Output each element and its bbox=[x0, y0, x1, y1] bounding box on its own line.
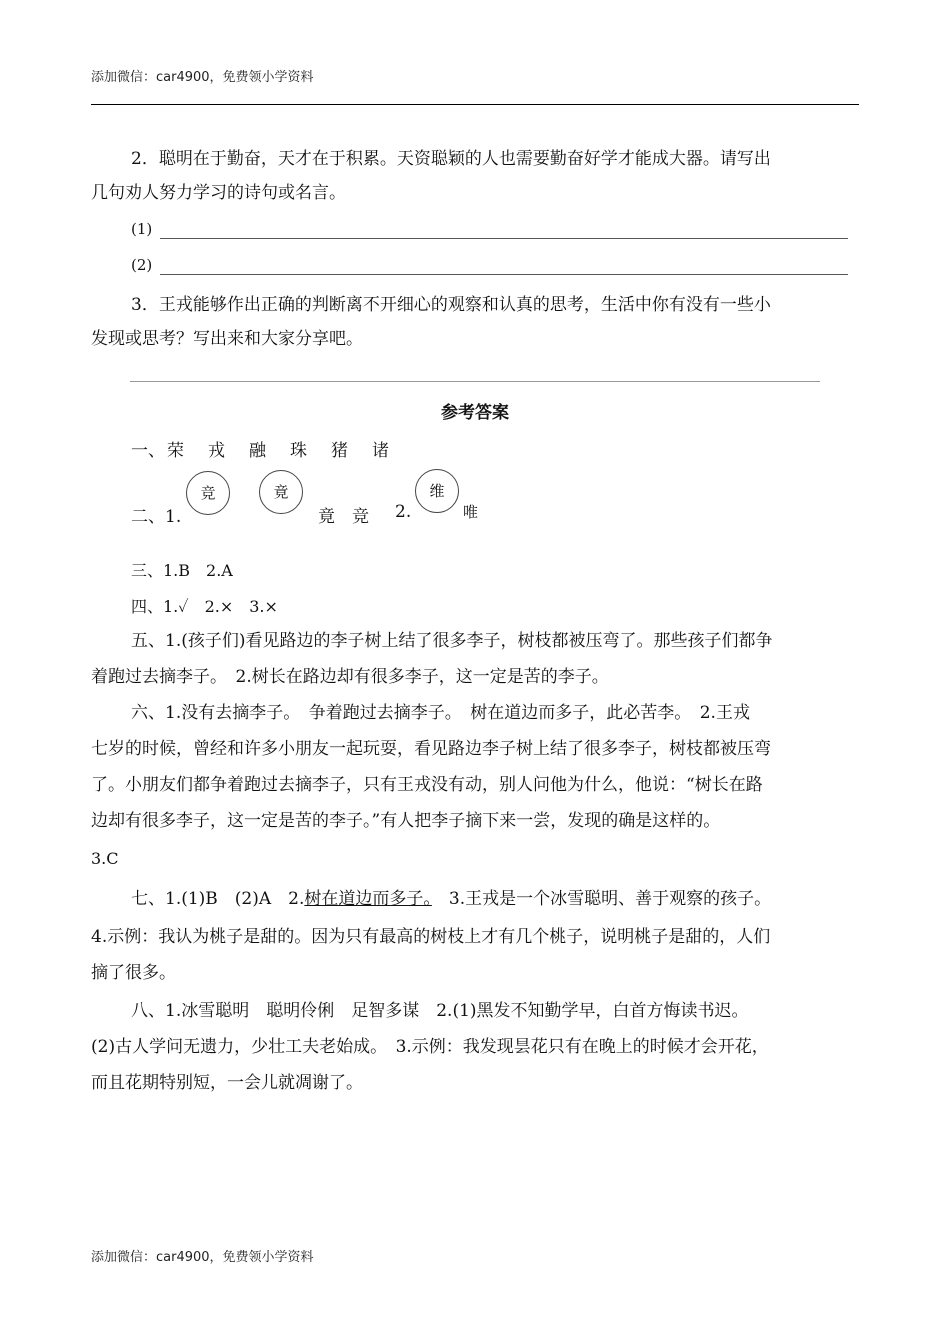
circled-char-3: 维 bbox=[415, 469, 459, 513]
section-1-char: 荣 bbox=[167, 441, 184, 461]
circled-char-2: 竟 bbox=[259, 470, 303, 514]
answer-section-8-line-1: 八、1.冰雪聪明 聪明伶俐 足智多谋 2.(1)黑发不知勤学早，白首方悔读书迟。 bbox=[131, 1001, 749, 1021]
header-rule bbox=[91, 104, 859, 105]
header-note: 添加微信：car4900，免费领小学资料 bbox=[91, 70, 314, 85]
answer-section-6-line-1: 六、1.没有去摘李子。 争着跑过去摘李子。 树在道边而多子，此必苦李。 2.王戎 bbox=[131, 703, 750, 723]
answer-section-7-line-1 bbox=[91, 882, 861, 916]
section-2-num: 2. bbox=[395, 502, 412, 522]
answer-section-7-line-2: 4.示例：我认为桃子是甜的。因为只有最高的树枝上才有几个桃子，说明桃子是甜的，人们 bbox=[91, 927, 771, 947]
answer-section-5-line-2: 着跑过去摘李子。 2.树长在路边却有很多李子，这一定是苦的李子。 bbox=[91, 667, 609, 687]
answers-title: 参考答案 bbox=[441, 403, 509, 423]
answer-blank-1[interactable] bbox=[160, 238, 848, 239]
section-1-char: 诸 bbox=[372, 441, 389, 461]
answer-section-1 bbox=[131, 436, 413, 461]
section-7-part-b: 3.王戎是一个冰雪聪明、善于观察的孩子。 bbox=[431, 889, 772, 909]
answer-section-3: 三、1.B 2.A bbox=[131, 561, 233, 580]
answer-section-6-line-2: 七岁的时候，曾经和许多小朋友一起玩耍，看见路边李子树上结了很多李子，树枝都被压弯 bbox=[91, 739, 771, 759]
answer-section-7-line-3: 摘了很多。 bbox=[91, 963, 176, 983]
footer-note: 添加微信：car4900，免费领小学资料 bbox=[91, 1250, 314, 1265]
question-3-line-2: 发现或思考？写出来和大家分享吧。 bbox=[91, 329, 363, 349]
blank-label-1: (1) bbox=[131, 220, 153, 238]
section-1-char: 猪 bbox=[331, 441, 348, 461]
answer-blank-2[interactable] bbox=[160, 274, 848, 275]
answer-section-4: 四、1.✓ 2.× 3.× bbox=[131, 597, 278, 616]
answer-section-6-line-3: 了。小朋友们都争着跑过去摘李子，只有王戎没有动，别人问他为什么，他说：“树长在路 bbox=[91, 775, 763, 795]
section-1-label: 一、 bbox=[131, 441, 165, 461]
section-7-underlined: 树在道边而多子。 bbox=[304, 889, 432, 909]
section-2-label: 二、1. bbox=[131, 507, 182, 527]
section-2-plain: 竟 竞 bbox=[318, 507, 369, 527]
section-7-part-a: 七、1.(1)B (2)A 2. bbox=[131, 889, 305, 909]
question-2-line-1: 2．聪明在于勤奋，天才在于积累。天资聪颖的人也需要勤奋好学才能成大器。请写出 bbox=[131, 149, 771, 169]
answer-section-6-line-4: 边却有很多李子，这一定是苦的李子。”有人把李子摘下来一尝，发现的确是这样的。 bbox=[91, 811, 721, 831]
section-1-char: 珠 bbox=[290, 441, 307, 461]
section-1-char: 融 bbox=[249, 441, 266, 461]
answer-section-8-line-2: (2)古人学问无遗力，少壮工夫老始成。 3.示例：我发现昙花只有在晚上的时候才会开花， bbox=[91, 1037, 769, 1057]
answer-section-8-line-3: 而且花期特别短，一会儿就凋谢了。 bbox=[91, 1073, 363, 1093]
section-2-tail: 唯 bbox=[463, 503, 479, 521]
section-separator bbox=[130, 381, 820, 382]
question-3-line-1: 3．王戎能够作出正确的判断离不开细心的观察和认真的思考，生活中你有没有一些小 bbox=[131, 295, 771, 315]
question-2-line-2: 几句劝人努力学习的诗句或名言。 bbox=[91, 183, 346, 203]
answer-section-6-line-5: 3.C bbox=[91, 849, 119, 868]
section-1-char: 戎 bbox=[208, 441, 225, 461]
circled-char-1: 竞 bbox=[186, 471, 230, 515]
blank-label-2: (2) bbox=[131, 256, 153, 274]
answer-section-5-line-1: 五、1.(孩子们)看见路边的李子树上结了很多李子，树枝都被压弯了。那些孩子们都争 bbox=[131, 631, 773, 651]
